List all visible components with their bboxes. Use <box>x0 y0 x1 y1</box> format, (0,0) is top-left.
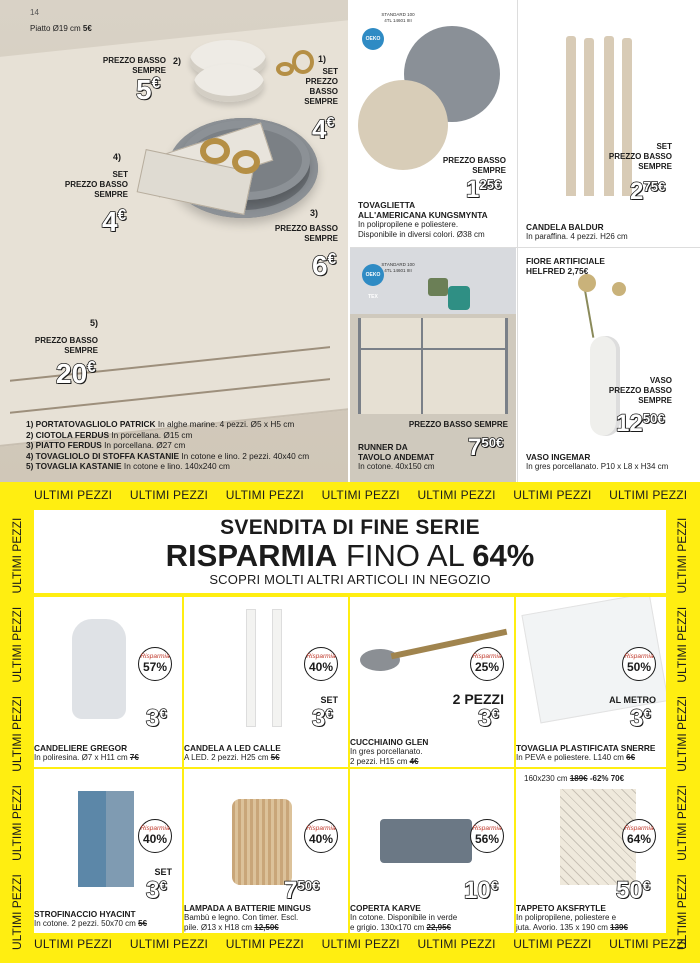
old-price: 6€ <box>626 753 636 762</box>
old-price: 22,95€ <box>426 923 451 932</box>
product-desc: e grigio. 130x170 cm 22,95€ <box>350 923 451 932</box>
pb-line: SEMPRE <box>304 97 338 106</box>
savings-value: 25% <box>474 660 500 674</box>
pb-line: PREZZO BASSO <box>442 156 506 165</box>
clearance-banner <box>34 510 666 593</box>
item2-number: 2) <box>173 56 182 66</box>
product-title: VASO INGEMAR <box>526 452 591 462</box>
napkin-ring <box>232 150 260 174</box>
product-image <box>246 609 256 727</box>
plate-price-note <box>30 24 92 33</box>
item3-price-label <box>266 224 338 244</box>
item1-price-label <box>290 67 338 107</box>
product-desc: pile. Ø13 x H18 cm 12,50€ <box>184 923 279 932</box>
runner-info <box>358 442 468 472</box>
sale-price: 50€ <box>616 877 651 904</box>
item5-price-label <box>26 336 98 356</box>
vaso-tile <box>518 248 700 482</box>
savings-badge <box>470 647 504 681</box>
sale-price: 10€ <box>464 877 499 904</box>
product-title: CANDELA A LED CALLE <box>184 743 281 753</box>
candela-price: $2^{75€}$ <box>630 178 666 205</box>
item4-number: 4) <box>113 152 122 162</box>
product-title: RUNNER DA <box>358 442 408 452</box>
savings-label: Risparmia <box>472 653 502 660</box>
sale-price: 3€ <box>630 705 651 732</box>
product-desc: Disponibile in diversi colori. Ø38 cm <box>358 230 485 239</box>
savings-badge <box>304 647 338 681</box>
pb-line: PREZZO BASSO <box>34 336 98 345</box>
runner-price: $7^{50€}$ <box>468 434 504 461</box>
bowl <box>194 64 264 102</box>
product-info <box>350 737 514 767</box>
savings-label: Risparmia <box>306 653 336 660</box>
savings-label: Risparmia <box>140 653 170 660</box>
vaso-price: $12^{50€}$ <box>616 410 665 437</box>
product-image <box>380 819 472 863</box>
product-desc: In cotone. Disponibile in verde <box>350 913 458 922</box>
product-desc: juta. Avorio. 135 x 190 cm 139€ <box>516 923 628 932</box>
savings-badge <box>622 647 656 681</box>
savings-label: Risparmia <box>624 825 654 832</box>
savings-label: Risparmia <box>306 825 336 832</box>
sale-price: 3€ <box>312 705 333 732</box>
product-desc: In PEVA e poliestere. L140 cm 6€ <box>516 753 636 762</box>
savings-label: Risparmia <box>624 653 654 660</box>
product-desc: Bambù e legno. Con timer. Escl. <box>184 913 299 922</box>
flower <box>612 282 626 296</box>
product-title: TOVAGLIA PLASTIFICATA SNERRE <box>516 743 656 753</box>
vaso-info <box>526 452 696 472</box>
pb-line: SEMPRE <box>64 346 98 355</box>
oeko-tex-icon: OEKO TEX <box>362 264 384 286</box>
product-image <box>232 799 292 885</box>
set-label: SET <box>112 170 128 179</box>
product-image <box>72 619 126 719</box>
pb-line: PREZZO BASSO <box>102 56 166 65</box>
pb-line: SEMPRE <box>304 234 338 243</box>
product-desc: 2 pezzi. H15 cm 4€ <box>350 757 419 766</box>
product-title: TAVOLO ANDEMAT <box>358 452 435 462</box>
napkin-ring <box>200 138 230 164</box>
product-info <box>516 743 666 763</box>
savings-value: 64% <box>626 832 652 846</box>
oeko-label: STANDARD 100 4TL 14601 IIII <box>381 262 415 273</box>
item1-price: 4€ <box>312 114 335 144</box>
item4-price: 4€ <box>102 206 127 237</box>
item5-number: 5) <box>90 318 99 328</box>
old-price: 5€ <box>138 919 147 928</box>
flower <box>578 274 596 292</box>
item2-price-label <box>94 56 166 76</box>
sale-price: $7^{50€}$ <box>284 877 320 904</box>
oeko-tex-icon: OEKO TEX <box>362 28 384 50</box>
set-label: SET <box>322 67 338 76</box>
stem <box>584 288 595 338</box>
product-desc: In cotone. 40x150 cm <box>358 462 435 471</box>
product-desc: A LED. 2 pezzi. H25 cm 5€ <box>184 753 280 762</box>
product-info <box>350 903 514 933</box>
sale-price: 3€ <box>478 705 499 732</box>
product-image <box>272 609 282 727</box>
legend-line: 4) TOVAGLIOLO DI STOFFA KASTANIE In cotone e lino. 2 pezzi. 40x40 cm <box>26 450 310 461</box>
product-desc: In paraffina. 4 pezzi. H26 cm <box>526 232 628 241</box>
savings-badge <box>470 819 504 853</box>
product-desc: In gres porcellanato. P10 x L8 x H34 cm <box>526 462 669 471</box>
plate-note-price: 5€ <box>82 24 92 33</box>
product-title: LAMPADA A BATTERIE MINGUS <box>184 903 311 913</box>
savings-value: 40% <box>142 832 168 846</box>
legend-line: 5) TOVAGLIA KASTANIE In cotone e lino. 140x240 cm <box>26 461 230 472</box>
product-desc: In gres porcellanato. <box>350 747 423 756</box>
vaso-price-label <box>600 376 672 406</box>
savings-badge <box>622 819 656 853</box>
tappeto-size-note: 160x230 cm 189€ -62% 70€ <box>524 774 625 783</box>
product-info <box>34 909 182 929</box>
vaso-note <box>526 256 646 276</box>
product-desc: In poliresina. Ø7 x H11 cm 7€ <box>34 753 139 762</box>
product-title: CUCCHIAINO GLEN <box>350 737 429 747</box>
oeko-label: STANDARD 100 4TL 14601 IIII <box>381 12 415 23</box>
ticker-left: ULTIMI PEZZI ULTIMI PEZZI ULTIMI PEZZI ULTIMI PEZZI ULTIMI PEZZI <box>10 517 24 950</box>
product-title: CANDELA BALDUR <box>526 222 604 232</box>
candle <box>604 36 614 196</box>
ticker-right: ULTIMI PEZZI ULTIMI PEZZI ULTIMI PEZZI ULTIMI PEZZI ULTIMI PEZZI <box>675 517 689 950</box>
product-title: STROFINACCIO HYACINT <box>34 909 136 919</box>
item1-number: 1) <box>318 54 327 64</box>
old-price: 4€ <box>409 757 419 766</box>
set-label: SET <box>656 142 672 151</box>
page-number: 14 <box>30 8 39 17</box>
candela-info <box>526 222 696 242</box>
banner-headline: RISPARMIA FINO AL 64% <box>165 538 535 573</box>
banner-title: SVENDITA DI FINE SERIE <box>220 516 480 539</box>
savings-label: Risparmia <box>140 825 170 832</box>
pb-line: PREZZO BASSO <box>608 386 672 395</box>
product-title: CANDELIERE GREGOR <box>34 743 128 753</box>
pb-line: SEMPRE <box>94 190 128 199</box>
pb-line: PREZZO BASSO <box>608 152 672 161</box>
savings-badge <box>138 647 172 681</box>
quantity-label: SET <box>154 867 172 877</box>
pb-line: SEMPRE <box>638 162 672 171</box>
old-price: 139€ <box>610 923 628 932</box>
pb-line: PREZZO BASSO <box>274 224 338 233</box>
product-info <box>516 903 666 933</box>
savings-badge <box>138 819 172 853</box>
label-line: VASO <box>649 376 672 385</box>
pb-line: SEMPRE <box>472 166 506 175</box>
savings-value: 56% <box>474 832 500 846</box>
runner <box>358 318 508 414</box>
banner-subtitle: SCOPRI MOLTI ALTRI ARTICOLI IN NEGOZIO <box>209 572 491 587</box>
product-card-candeliere[interactable] <box>34 597 182 767</box>
product-title: TAPPETO AKSFRYTLE <box>516 903 606 913</box>
plate-note-label: Piatto Ø19 cm <box>30 24 81 33</box>
candle <box>566 36 576 196</box>
hero-legend <box>26 419 336 472</box>
legend-line: 3) PIATTO FERDUS In porcellana. Ø27 cm <box>26 440 186 451</box>
plant-pot <box>428 278 448 296</box>
old-price: 5€ <box>270 753 280 762</box>
product-title: ALL'AMERICANA KUNGSMYNTA <box>358 210 488 220</box>
runner-price-label: PREZZO BASSO SEMPRE <box>408 420 508 429</box>
item3-number: 3) <box>310 208 319 218</box>
old-price: 7€ <box>129 753 139 762</box>
vase <box>448 286 470 310</box>
quantity-label: SET <box>320 695 338 705</box>
tovaglietta-price: $1^{25€}$ <box>466 176 502 203</box>
savings-label: Risparmia <box>472 825 502 832</box>
note-line: FIORE ARTIFICIALE <box>526 256 605 266</box>
item2-price: 5€ <box>136 74 161 105</box>
savings-value: 57% <box>142 660 168 674</box>
candela-price-label <box>598 142 672 172</box>
product-desc: In cotone. 2 pezzi. 50x70 cm 5€ <box>34 919 147 928</box>
product-info <box>184 743 348 763</box>
old-price: 12,50€ <box>254 923 279 932</box>
ticker-bottom: ULTIMI PEZZI ULTIMI PEZZI ULTIMI PEZZI ULTIMI PEZZI ULTIMI PEZZI ULTIMI PEZZI ULTIMI PEZZI <box>34 937 688 951</box>
product-desc: In polipropilene, poliestere e <box>516 913 617 922</box>
candle <box>622 38 632 196</box>
pb-line: SEMPRE <box>638 396 672 405</box>
pb-line: SEMPRE <box>132 66 166 75</box>
product-info <box>184 903 348 933</box>
sale-price: 3€ <box>146 705 167 732</box>
product-title: TOVAGLIETTA <box>358 200 416 210</box>
product-title: COPERTA KARVE <box>350 903 421 913</box>
pb-line: PREZZO <box>305 77 338 86</box>
product-info <box>34 743 182 763</box>
sale-price: 3€ <box>146 877 167 904</box>
legend-line: 1) PORTATOVAGLIOLO PATRICK In alghe marine. 4 pezzi. Ø5 x H5 cm <box>26 419 295 429</box>
item3-price: 6€ <box>312 250 337 281</box>
tovaglietta-info <box>358 200 514 240</box>
savings-value: 40% <box>308 832 334 846</box>
savings-value: 50% <box>626 660 652 674</box>
quantity-label: 2 PEZZI <box>452 691 504 707</box>
quantity-label: AL METRO <box>609 695 656 705</box>
item4-price-label <box>56 170 128 200</box>
savings-value: 40% <box>308 660 334 674</box>
ticker-top: ULTIMI PEZZI ULTIMI PEZZI ULTIMI PEZZI ULTIMI PEZZI ULTIMI PEZZI ULTIMI PEZZI ULTIMI PEZZI <box>34 488 688 502</box>
pb-line: BASSO <box>309 87 338 96</box>
item5-price: 20€ <box>56 358 96 389</box>
pb-line: PREZZO BASSO <box>64 180 128 189</box>
product-card-tovaglia-plastificata[interactable] <box>516 597 666 767</box>
tovaglietta-price-label <box>430 156 506 176</box>
savings-badge <box>304 819 338 853</box>
legend-line: 2) CIOTOLA FERDUS In porcellana. Ø15 cm <box>26 429 193 440</box>
candela-tile <box>518 0 700 246</box>
candle <box>584 38 594 196</box>
product-card-candela-led[interactable] <box>184 597 348 767</box>
product-desc: In polipropilene e poliestere. <box>358 220 459 229</box>
note-line: HELFRED 2,75€ <box>526 266 589 276</box>
